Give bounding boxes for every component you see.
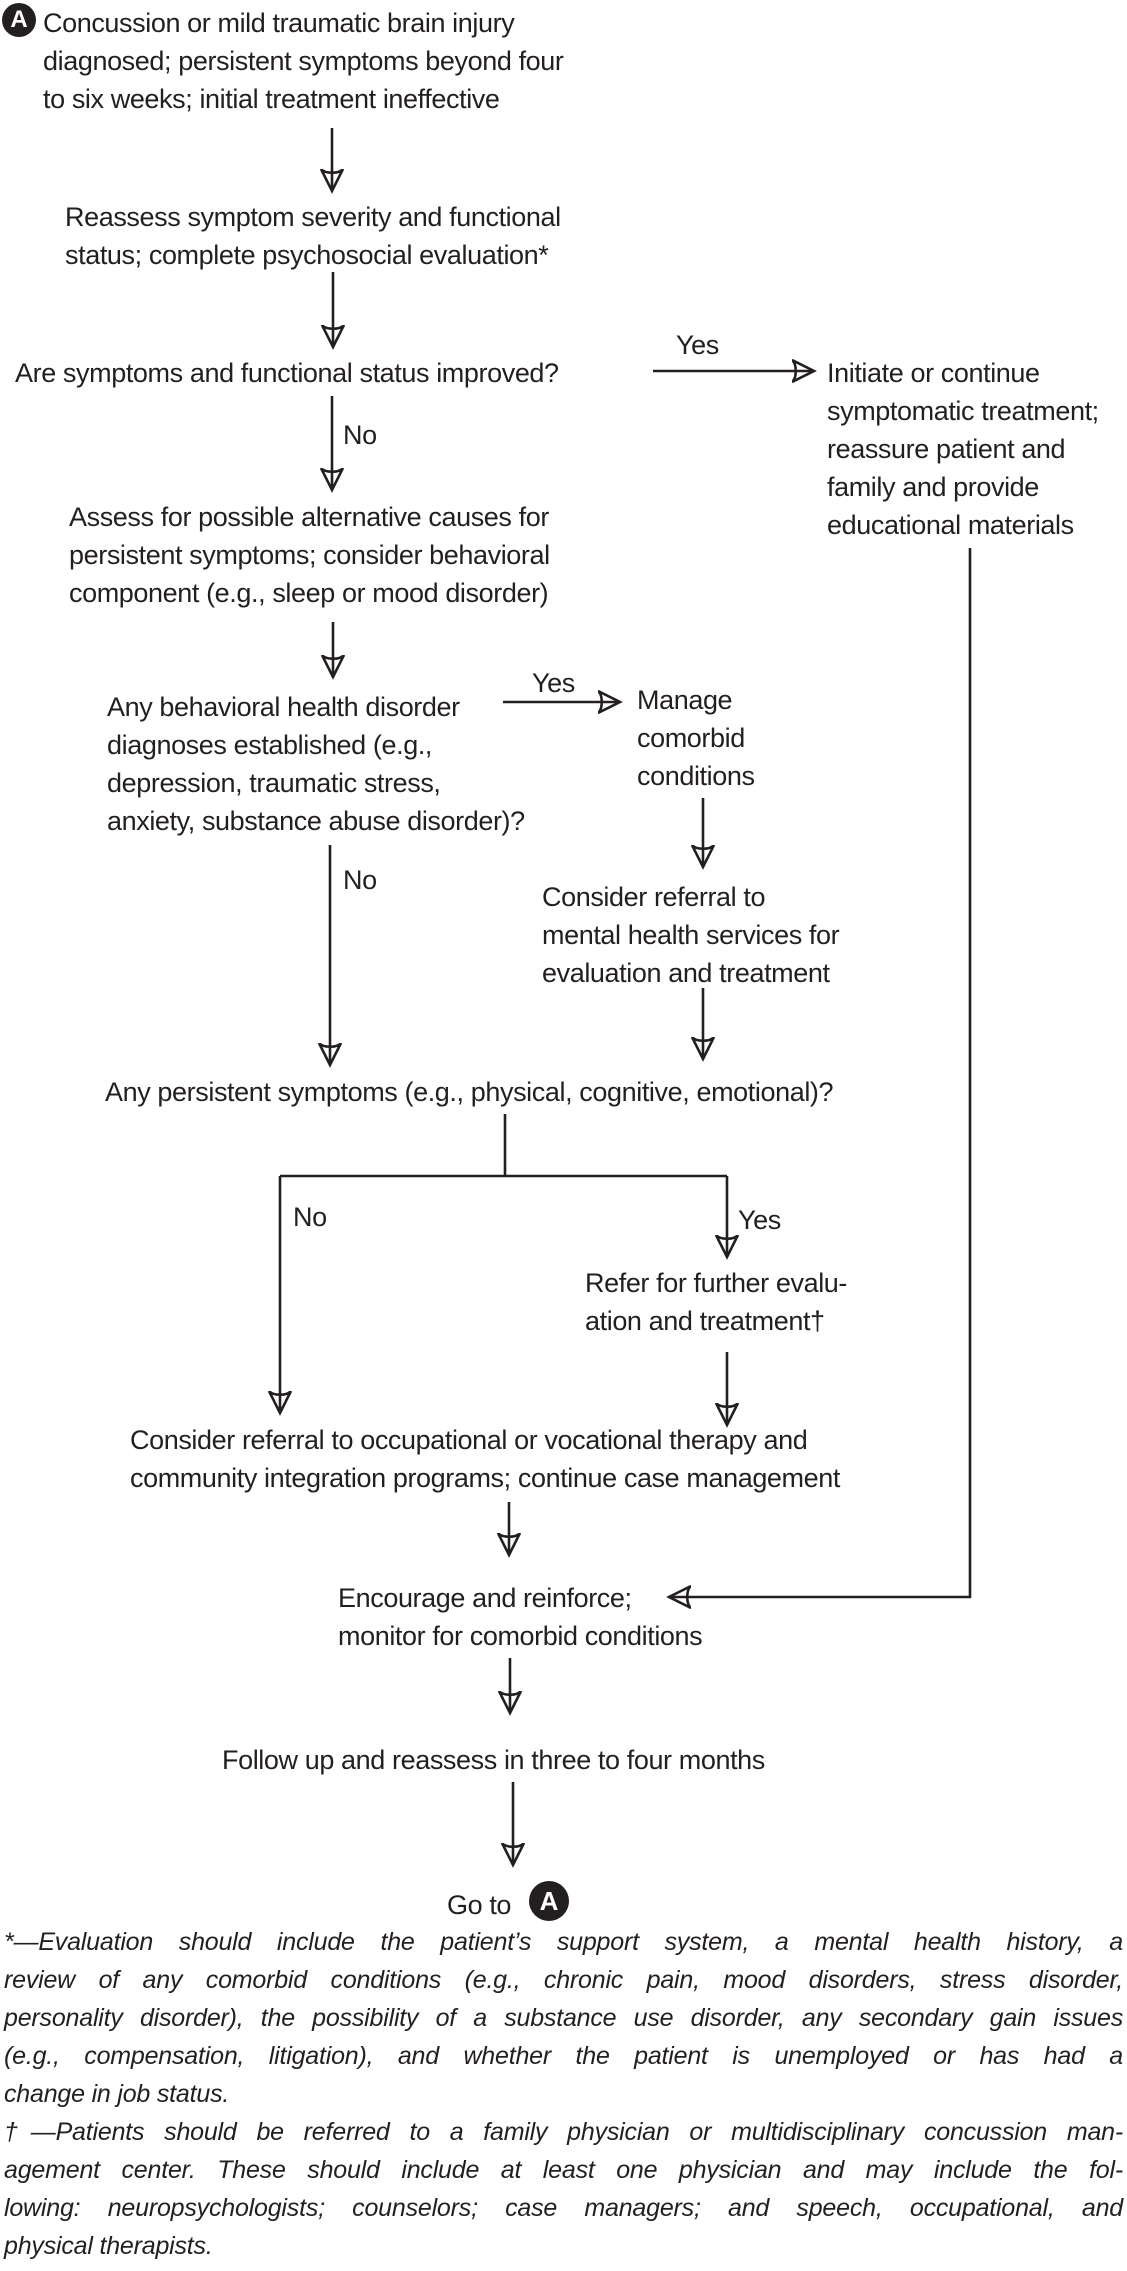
flow-node-encourage bbox=[338, 1579, 702, 1655]
footnote-asterisk-line: (e.g., compensation, litigation), and whether the patient is unemployed or has had a bbox=[4, 2042, 1123, 2070]
footnote-dagger bbox=[4, 2113, 1123, 2265]
footnote-dagger-line: †—Patients should be referred to a family physician or multidisciplinary concussion man- bbox=[4, 2118, 1123, 2146]
flow-node-question-behavioral-line: Any behavioral health disorder bbox=[107, 692, 460, 722]
flow-node-refer-further-line: Refer for further evalu- bbox=[585, 1268, 848, 1298]
goto-a-badge-letter: A bbox=[539, 1885, 559, 1916]
flow-node-consider-mental-line: Consider referral to bbox=[542, 882, 766, 912]
flow-node-consider-occupational bbox=[130, 1421, 840, 1497]
flow-node-consider-mental-line: evaluation and treatment bbox=[542, 958, 830, 988]
footnote-asterisk-line: review of any comorbid conditions (e.g., chronic pain, mood disorders, stress disorder, bbox=[4, 1966, 1123, 1994]
flow-node-question-behavioral bbox=[107, 688, 525, 840]
flow-node-consider-occupational-line: Consider referral to occupational or vocational therapy and bbox=[130, 1425, 808, 1455]
flow-node-question-behavioral-line: depression, traumatic stress, bbox=[107, 768, 441, 798]
footnote-dagger-line: agement center. These should include at least one physician and may include the fol- bbox=[4, 2156, 1123, 2184]
flow-node-initiate bbox=[827, 354, 1099, 544]
flow-node-goto-text: Go to bbox=[447, 1890, 512, 1920]
flow-node-start-line: diagnosed; persistent symptoms beyond four bbox=[43, 46, 564, 76]
flow-node-encourage-line: monitor for comorbid conditions bbox=[338, 1621, 703, 1651]
flow-node-start-line: to six weeks; initial treatment ineffective bbox=[43, 84, 500, 114]
flow-node-initiate-line: family and provide bbox=[827, 472, 1039, 502]
branch-label-no-improved: No bbox=[343, 420, 377, 450]
flow-node-assess-alternative bbox=[69, 498, 550, 612]
flow-node-question-improved-text: Are symptoms and functional status improved? bbox=[15, 358, 559, 388]
flow-node-assess-alternative-line: component (e.g., sleep or mood disorder) bbox=[69, 578, 549, 608]
branch-label-yes-behavioral: Yes bbox=[532, 668, 575, 698]
flow-node-initiate-line: educational materials bbox=[827, 510, 1074, 540]
flow-node-question-persistent bbox=[105, 1073, 833, 1111]
flow-node-reassess-line: Reassess symptom severity and functional bbox=[65, 202, 561, 232]
flow-node-manage-comorbid-line: conditions bbox=[637, 761, 755, 791]
flow-node-start bbox=[43, 4, 564, 118]
flow-node-initiate-line: symptomatic treatment; bbox=[827, 396, 1099, 426]
flow-node-question-behavioral-line: diagnoses established (e.g., bbox=[107, 730, 433, 760]
footnote-dagger-line: physical therapists. bbox=[4, 2232, 213, 2260]
flow-node-manage-comorbid-line: Manage bbox=[637, 685, 733, 715]
flow-node-refer-further-line: ation and treatment† bbox=[585, 1306, 825, 1336]
footnote-asterisk-line: change in job status. bbox=[4, 2080, 230, 2108]
branch-label-yes-persistent: Yes bbox=[738, 1205, 781, 1235]
branch-label-yes-improved: Yes bbox=[676, 330, 719, 360]
flow-node-reassess-line: status; complete psychosocial evaluation* bbox=[65, 240, 549, 270]
footnote-asterisk bbox=[4, 1923, 1123, 2113]
branch-label-no-behavioral: No bbox=[343, 865, 377, 895]
entry-a-badge-letter: A bbox=[10, 6, 28, 33]
flow-node-assess-alternative-line: Assess for possible alternative causes for bbox=[69, 502, 549, 532]
flow-node-assess-alternative-line: persistent symptoms; consider behavioral bbox=[69, 540, 550, 570]
goto-a-badge bbox=[529, 1881, 569, 1921]
flow-node-question-improved bbox=[15, 354, 559, 392]
flow-node-consider-mental-line: mental health services for bbox=[542, 920, 840, 950]
footnote-dagger-line: lowing: neuropsychologists; counselors; case managers; and speech, occupational, and bbox=[4, 2194, 1123, 2222]
flow-node-question-persistent-text: Any persistent symptoms (e.g., physical, cognitive, emotional)? bbox=[105, 1077, 834, 1107]
flow-node-follow-up-text: Follow up and reassess in three to four months bbox=[222, 1745, 765, 1775]
flow-node-refer-further bbox=[585, 1264, 847, 1340]
footnote-asterisk-line: *—Evaluation should include the patient’s support system, a mental health history, a bbox=[4, 1928, 1123, 1956]
flow-node-manage-comorbid-line: comorbid bbox=[637, 723, 745, 753]
flow-node-consider-occupational-line: community integration programs; continue case management bbox=[130, 1463, 840, 1493]
branch-label-no-persistent: No bbox=[293, 1202, 327, 1232]
flow-node-manage-comorbid bbox=[637, 681, 755, 795]
flow-node-encourage-line: Encourage and reinforce; bbox=[338, 1583, 632, 1613]
flow-node-start-line: Concussion or mild traumatic brain injury bbox=[43, 8, 515, 38]
flow-node-initiate-line: Initiate or continue bbox=[827, 358, 1040, 388]
flow-node-initiate-line: reassure patient and bbox=[827, 434, 1066, 464]
flow-node-follow-up bbox=[222, 1741, 765, 1779]
flow-node-reassess bbox=[65, 198, 561, 274]
footnote-asterisk-line: personality disorder), the possibility of a substance use disorder, any secondary gain issues bbox=[4, 2004, 1123, 2032]
entry-a-badge bbox=[2, 3, 36, 37]
flow-node-consider-mental bbox=[542, 878, 839, 992]
flow-node-question-behavioral-line: anxiety, substance abuse disorder)? bbox=[107, 806, 525, 836]
flow-node-goto bbox=[447, 1886, 511, 1924]
